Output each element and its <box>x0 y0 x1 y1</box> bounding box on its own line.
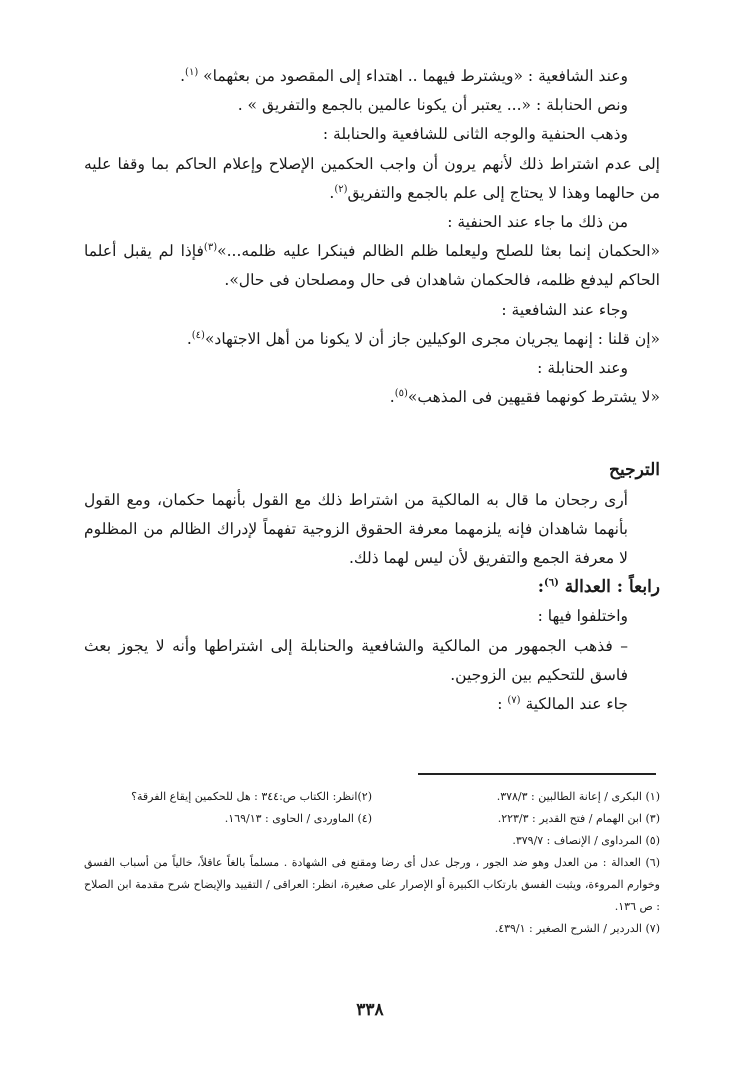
footnote-row <box>84 808 660 830</box>
paragraph-hanafiyya-view: وذهب الحنفية والوجه الثانى للشافعية والحنابلة : <box>322 125 628 144</box>
paragraph-shafiiyya-1: وعند الشافعية : «ويشترط فيهما .. اهتداء إلى المقصود من بعثهما» $^{(١)}$. <box>180 66 628 85</box>
paragraph-ikhtilaf: واختلفوا فيها : <box>537 607 628 626</box>
footnote-1: (١) البكرى / إعانة الطالبين : ٣٧٨/٣. <box>496 790 660 803</box>
footnote-ref-7[interactable]: (٧) <box>507 694 521 706</box>
paragraph-tarjih: أرى رجحان ما قال به المالكية من اشتراط ذلك مع القول بأنهما حكمان، ومع القول بأنهما شاهدان فإنه يلزمهما معرفة الحقوق الزوجية تفهماً لإدراك الظالم من المظلوم لا معرفة الجمع والتفريق لأن ليس لهما ذلك. <box>84 490 628 568</box>
section-heading-adala: رابعاً : العدالة $^{(٦)}$: <box>537 577 660 598</box>
footnote-4: (٤) الماوردى / الحاوى : ١٦٩/١٣. <box>224 812 372 825</box>
paragraph-malikiyya-intro: جاء عند المالكية $^{(٧)}$ : <box>497 694 628 714</box>
footnote-6: (٦) العدالة : من العدل وهو ضد الجور ، ورجل عدل أى رضا ومقنع فى الشهادة . مسلماً بالغاً عاقلاً، خالياً من أسباب الفسق وخوارم المروءة، ويثبت الفسق بارتكاب الكبيرة أو الإصرار على صغيرة، انظر: العراقى / التقييد والإيضاح شرح مقدمة ابن الصلاح : ص ١٣٦. <box>84 856 660 913</box>
paragraph-shafiiyya-quote: «إن قلنا : إنهما يجريان مجرى الوكيلين جاز أن لا يكونا من أهل الاجتهاد»$^{(٤)}$. <box>186 329 660 348</box>
footnote-ref-3[interactable]: (٣) <box>203 242 218 254</box>
page-number: ٣٣٨ <box>356 1000 384 1020</box>
footnote-ref-1[interactable]: (١) <box>185 66 199 78</box>
footnote-7: (٧) الدردير / الشرح الصغير : ٤٣٩/١. <box>494 922 660 935</box>
footnote-ref-5[interactable]: (٥) <box>394 388 408 400</box>
paragraph-jumhur: – فذهب الجمهور من المالكية والشافعية والحنابلة إلى اشتراطها وأنه لا يجوز بعث فاسق للتحكيم بين الزوجين. <box>84 636 628 684</box>
footnotes <box>84 786 660 940</box>
paragraph-hanabila-quote: «لا يشترط كونهما فقيهين فى المذهب»$^{(٥)}$. <box>389 388 660 407</box>
section-gap <box>84 412 660 456</box>
paragraph-shafiiyya-intro: وجاء عند الشافعية : <box>501 300 628 319</box>
main-text <box>84 62 660 719</box>
paragraph-reason: إلى عدم اشتراط ذلك لأنهم يرون أن واجب الحكمين الإصلاح وإعلام الحاكم بما وقفا عليه من حالهما وهذا لا يحتاج إلى علم بالجمع والتفريق$^{(٢)}$. <box>84 154 660 202</box>
paragraph-hanabila-intro: وعند الحنابلة : <box>537 359 628 378</box>
section-heading-tarjih: الترجيح <box>608 460 660 481</box>
footnote-ref-4[interactable]: (٤) <box>191 329 205 341</box>
paragraph-hanabila-1: ونص الحنابلة : «... يعتبر أن يكونا عالمين بالجمع والتفريق » . <box>237 96 628 115</box>
footnote-3: (٣) ابن الهمام / فتح القدير : ٢٢٣/٣. <box>497 812 660 825</box>
footnote-ref-6[interactable]: (٦) <box>544 577 559 589</box>
paragraph-hanafiyya-quote: «الحكمان إنما بعثا للصلح وليعلما ظلم الظالم فينكرا عليه ظلمه...»$^{(٣)}$فإذا لم يقبل أعلما الحاكم ليدفع ظلمه، فالحكمان شاهدان فى حال ومصلحان فى حال». <box>84 242 660 290</box>
footnote-2: (٢)انظر: الكتاب ص:٣٤٤ : هل للحكمين إيقاع الفرقة؟ <box>131 790 372 803</box>
footnote-ref-2[interactable]: (٢) <box>334 183 348 195</box>
footnote-5: (٥) المرداوى / الإنصاف : ٣٧٩/٧. <box>512 834 660 847</box>
footnote-separator <box>418 773 656 775</box>
footnote-row <box>84 786 660 808</box>
paragraph-hanafiyya-intro: من ذلك ما جاء عند الحنفية : <box>447 213 628 232</box>
